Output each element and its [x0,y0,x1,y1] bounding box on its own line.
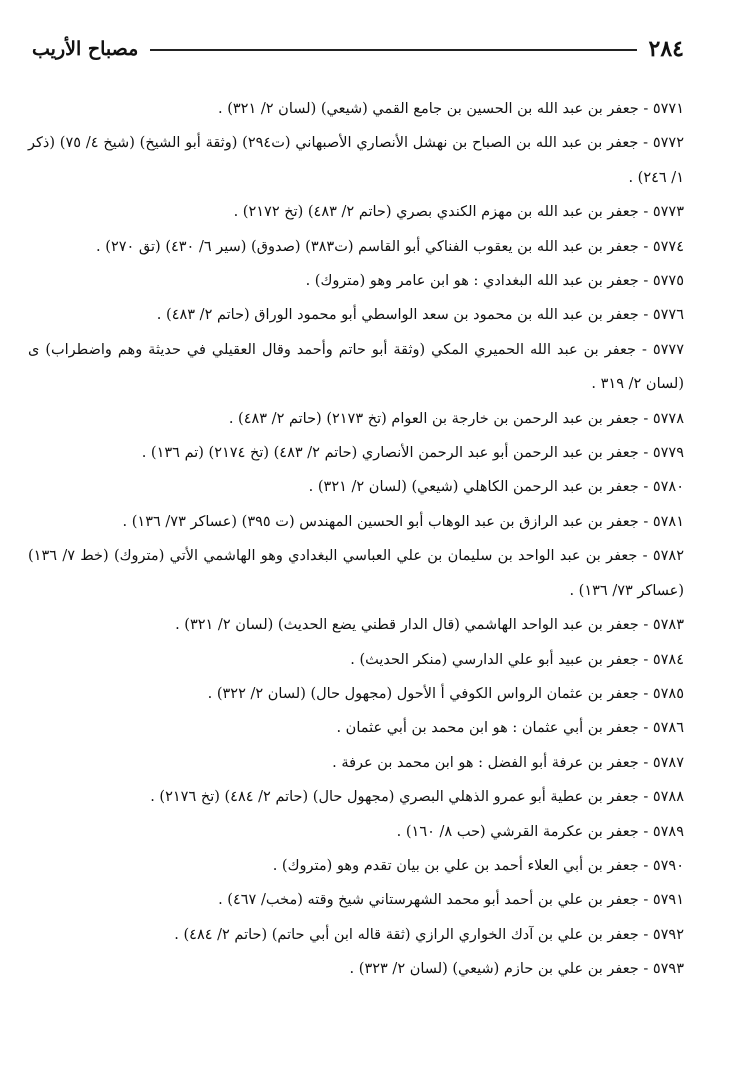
entry: ٥٧٧١ - جعفر بن عبد الله بن الحسين بن جامع القمي (شيعي) (لسان ٢/ ٣٢١) . [218,101,684,117]
running-title: مصباح الأريب [32,38,139,60]
entry-number: ٥٧٨٨ [652,789,684,806]
header-rule [150,49,636,51]
entry: ٥٧٨٤ - جعفر بن عبيد أبو علي الدارسي (منكر الحديث) . [350,651,684,668]
entry-text: جعفر بن عبيد أبو علي الدارسي (منكر الحديث) . [350,651,639,668]
entry-text: جعفر بن عبد الواحد بن سليمان بن علي العباسي البغدادي وهو الهاشمي الأتي (متروك) (خط ٧/ ١٣٦) (عساكر ٧٣/ ١٣٦) . [28,548,684,599]
entry-text: جعفر بن علي بن أحمد أبو محمد الشهرستاني شيخ وقته (مخب/ ٤٦٧) . [218,892,639,909]
entry: ٥٧٨٥ - جعفر بن عثمان الرواس الكوفي أ الأحول (مجهول حال) (لسان ٢/ ٣٢٢) . [207,685,684,702]
entry-number: ٥٧٧٣ [652,204,684,221]
entry-number: ٥٧٧١ [652,101,684,117]
entry: ٥٧٧٤ - جعفر بن عبد الله بن يعقوب الفناكي أبو القاسم (ت٣٨٣) (صدوق) (سير ٦/ ٤٣٠) (تق ٢٧٠) . [96,238,684,255]
entry: ٥٧٩٢ - جعفر بن علي بن آدك الخواري الرازي (ثقة قاله ابن أبي حاتم) (حاتم ٢/ ٤٨٤) . [174,926,684,943]
entry: ٥٧٧٣ - جعفر بن عبد الله بن مهزم الكندي بصري (حاتم ٢/ ٤٨٣) (تخ ٢١٧٢) . [233,204,684,221]
entry: ٥٧٩١ - جعفر بن علي بن أحمد أبو محمد الشهرستاني شيخ وقته (مخب/ ٤٦٧) . [218,892,684,909]
entry-text: جعفر بن أبي عثمان : هو ابن محمد بن أبي عثمان . [336,720,639,737]
entry: ٥٧٧٥ - جعفر بن عبد الله البغدادي : هو ابن عامر وهو (متروك) . [305,273,684,290]
entry: ٥٧٧٢ - جعفر بن عبد الله بن الصباح بن نهشل الأنصاري الأصبهاني (ت٢٩٤) (وثقة أبو الشيخ) (شيخ ٤/ ٧٥) (ذكر ١/ ٢٤٦) . [28,135,684,186]
entry-number: ٥٧٧٥ [652,273,684,290]
entry-text: جعفر بن عبد الله بن يعقوب الفناكي أبو القاسم (ت٣٨٣) (صدوق) (سير ٦/ ٤٣٠) (تق ٢٧٠) . [96,238,639,255]
entry-number: ٥٧٨٣ [652,617,684,634]
page-number: ٢٨٤ [648,36,684,62]
page-header [32,34,684,64]
entry-number: ٥٧٧٩ [652,445,684,462]
entry: ٥٧٨٣ - جعفر بن عبد الواحد الهاشمي (قال الدار قطني يضع الحديث) (لسان ٢/ ٣٢١) . [175,617,684,634]
entry: ٥٧٨٠ - جعفر بن عبد الرحمن الكاهلي (شيعي) (لسان ٢/ ٣٢١) . [308,479,684,496]
entry-text: جعفر بن عطية أبو عمرو الذهلي البصري (مجهول حال) (حاتم ٢/ ٤٨٤) (تخ ٢١٧٦) . [150,789,639,806]
entry-text: جعفر بن عثمان الرواس الكوفي أ الأحول (مجهول حال) (لسان ٢/ ٣٢٢) . [207,685,639,702]
entry-number: ٥٧٨٠ [652,479,684,496]
entry-number: ٥٧٨١ [652,513,684,530]
entry-number: ٥٧٧٧ [652,341,684,358]
entry-text: جعفر بن عبد الله الحميري المكي (وثقة أبو حاتم وأحمد وقال العقيلي في حديثة وهم واضطراب) ى (لسان ٢/ ٣١٩ . [28,341,684,393]
entry: ٥٧٧٩ - جعفر بن عبد الرحمن أبو عبد الرحمن الأنصاري (حاتم ٢/ ٤٨٣) (تخ ٢١٧٤) (تم ١٣٦) . [141,445,684,462]
entry: ٥٧٨٢ - جعفر بن عبد الواحد بن سليمان بن علي العباسي البغدادي وهو الهاشمي الأتي (متروك) (خط ٧/ ١٣٦) (عساكر ٧٣/ ١٣٦) . [28,548,684,599]
entry-text: جعفر بن عبد الواحد الهاشمي (قال الدار قطني يضع الحديث) (لسان ٢/ ٣٢١) . [175,617,639,634]
entry: ٥٧٧٧ - جعفر بن عبد الله الحميري المكي (وثقة أبو حاتم وأحمد وقال العقيلي في حديثة وهم واضطراب) ى (لسان ٢/ ٣١٩ . [28,341,684,393]
entry-number: ٥٧٨٢ [652,548,684,565]
entry-text: جعفر بن عبد الله بن الصباح بن نهشل الأنصاري الأصبهاني (ت٢٩٤) (وثقة أبو الشيخ) (شيخ ٤/ ٧٥) (ذكر ١/ ٢٤٦) . [28,135,684,186]
entry-text: جعفر بن عرفة أبو الفضل : هو ابن محمد بن عرفة . [332,754,639,771]
entry: ٥٧٨٦ - جعفر بن أبي عثمان : هو ابن محمد بن أبي عثمان . [336,720,684,737]
entry-text: جعفر بن عبد الرحمن بن خارجة بن العوام (تخ ٢١٧٣) (حاتم ٢/ ٤٨٣) . [228,410,639,427]
entry-number: ٥٧٩١ [652,892,684,909]
entry-number: ٥٧٧٨ [652,410,684,427]
entry-number: ٥٧٨٥ [652,685,684,702]
entry-list [28,92,684,987]
entry: ٥٧٨٨ - جعفر بن عطية أبو عمرو الذهلي البصري (مجهول حال) (حاتم ٢/ ٤٨٤) (تخ ٢١٧٦) . [150,789,684,806]
entry-text: جعفر بن عبد الله بن الحسين بن جامع القمي (شيعي) (لسان ٢/ ٣٢١) . [218,101,639,117]
entry-text: جعفر بن عبد الرحمن الكاهلي (شيعي) (لسان ٢/ ٣٢١) . [308,479,639,496]
entry-text: جعفر بن عكرمة القرشي (حب ٨/ ١٦٠) . [396,823,639,840]
entry: ٥٧٨١ - جعفر بن عبد الرازق بن عبد الوهاب أبو الحسين المهندس (ت ٣٩٥) (عساكر ٧٣/ ١٣٦) . [122,513,684,530]
entry-number: ٥٧٨٩ [652,823,684,840]
entry: ٥٧٨٩ - جعفر بن عكرمة القرشي (حب ٨/ ١٦٠) . [396,823,684,840]
entry: ٥٧٧٦ - جعفر بن عبد الله بن محمود بن سعد الواسطي أبو محمود الوراق (حاتم ٢/ ٤٨٣) . [156,307,684,324]
entry: ٥٧٩٣ - جعفر بن علي بن حازم (شيعي) (لسان ٢/ ٣٢٣) . [349,961,684,978]
entry-text: جعفر بن عبد الله بن محمود بن سعد الواسطي أبو محمود الوراق (حاتم ٢/ ٤٨٣) . [156,307,639,324]
entry: ٥٧٩٠ - جعفر بن أبي العلاء أحمد بن علي بن بيان تقدم وهو (متروك) . [272,857,684,874]
entry: ٥٧٧٨ - جعفر بن عبد الرحمن بن خارجة بن العوام (تخ ٢١٧٣) (حاتم ٢/ ٤٨٣) . [228,410,684,427]
entry-number: ٥٧٨٦ [652,720,684,737]
entry-number: ٥٧٩٢ [652,926,684,943]
entry-text: جعفر بن عبد الرازق بن عبد الوهاب أبو الحسين المهندس (ت ٣٩٥) (عساكر ٧٣/ ١٣٦) . [122,513,639,530]
entry-number: ٥٧٧٦ [652,307,684,324]
entry-number: ٥٧٩٠ [652,857,684,874]
entry-text: جعفر بن عبد الله البغدادي : هو ابن عامر وهو (متروك) . [305,273,639,290]
entry-text: جعفر بن عبد الله بن مهزم الكندي بصري (حاتم ٢/ ٤٨٣) (تخ ٢١٧٢) . [233,204,639,221]
entry-number: ٥٧٧٤ [652,238,684,255]
entry-text: جعفر بن عبد الرحمن أبو عبد الرحمن الأنصاري (حاتم ٢/ ٤٨٣) (تخ ٢١٧٤) (تم ١٣٦) . [141,445,639,462]
entry-text: جعفر بن أبي العلاء أحمد بن علي بن بيان تقدم وهو (متروك) . [272,857,639,874]
entry: ٥٧٨٧ - جعفر بن عرفة أبو الفضل : هو ابن محمد بن عرفة . [332,754,684,771]
entry-text: جعفر بن علي بن حازم (شيعي) (لسان ٢/ ٣٢٣) . [349,961,639,978]
entry-number: ٥٧٨٤ [652,651,684,668]
entry-number: ٥٧٩٣ [652,961,684,978]
entry-number: ٥٧٨٧ [652,754,684,771]
entry-text: جعفر بن علي بن آدك الخواري الرازي (ثقة قاله ابن أبي حاتم) (حاتم ٢/ ٤٨٤) . [174,926,639,943]
entry-number: ٥٧٧٢ [652,135,684,152]
